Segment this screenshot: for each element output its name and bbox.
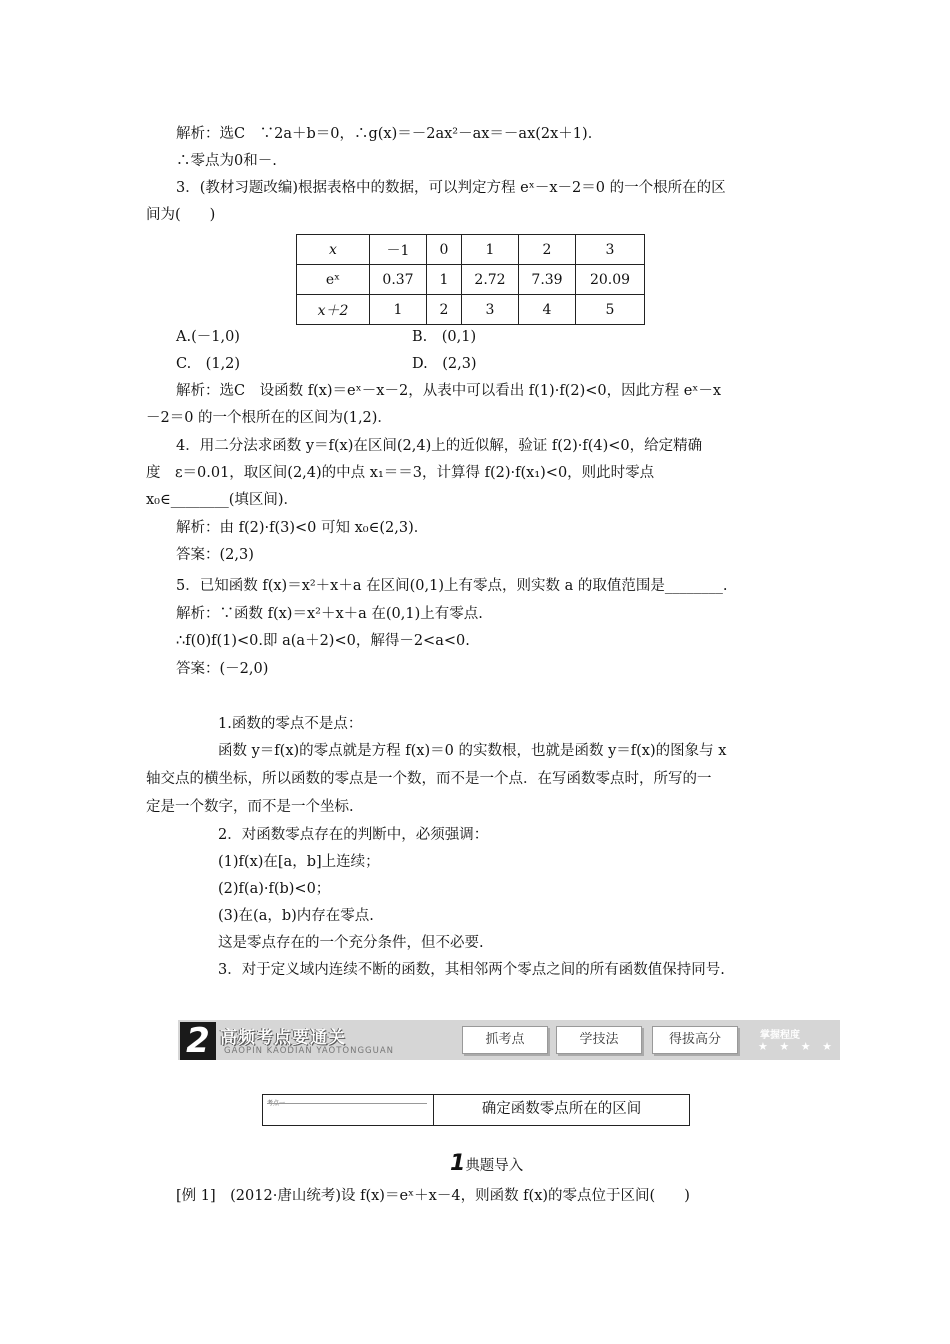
mastery-label: 掌握程度	[760, 1030, 800, 1041]
table-cell: 20.09	[576, 265, 645, 295]
note-1-body-cont: 轴交点的横坐标，所以函数的零点是一个数，而不是一个点．在写函数零点时，所写的一	[146, 771, 712, 787]
banner-number: 2	[180, 1022, 216, 1060]
table-cell: 1	[370, 295, 427, 325]
solution-4: 解析：由 f(2)·f(3)<0 可知 x₀∈(2,3)．	[176, 520, 429, 536]
topic-rule	[267, 1103, 427, 1104]
question-4-blank: x₀∈________(填区间)．	[146, 492, 299, 508]
table-cell: 0	[427, 235, 462, 265]
table-cell: 1	[462, 235, 519, 265]
table-cell: 2	[427, 295, 462, 325]
solution-3-cont: －2＝0 的一个根所在的区间为(1,2)．	[146, 410, 392, 426]
table-row	[297, 295, 645, 325]
table-cell: 3	[462, 295, 519, 325]
option-d: D. (2,3)	[412, 356, 477, 372]
topic-label-cell	[263, 1095, 434, 1125]
note-1-body-end: 定是一个数字，而不是一个坐标.	[146, 799, 354, 815]
question-4-cont: 度 ε＝0.01，取区间(2,4)的中点 x₁＝＝3，计算得 f(2)·f(x₁)<0，则此时零点	[146, 465, 655, 481]
topic-box	[262, 1094, 690, 1126]
table-row	[297, 265, 645, 295]
question-3-cont: 间为( )	[146, 207, 216, 223]
note-2-item-1: (1)f(x)在[a，b]上连续；	[218, 854, 380, 870]
table-cell: 7.39	[519, 265, 576, 295]
answer-4: 答案：(2,3)	[176, 547, 254, 563]
table-cell: 4	[519, 295, 576, 325]
question-5: 5．已知函数 f(x)＝x²＋x＋a 在区间(0,1)上有零点，则实数 a 的取值范围是________.	[176, 578, 728, 594]
table-cell: 5	[576, 295, 645, 325]
option-c: C. (1,2)	[176, 356, 241, 372]
section-number: 1	[450, 1151, 466, 1176]
solution-2-cont: ∴零点为0和－.	[176, 153, 277, 169]
data-table	[296, 234, 645, 325]
topic-title: 确定函数零点所在的区间	[481, 1101, 642, 1117]
banner-title: 高频考点要通关	[220, 1028, 346, 1048]
table-cell: x＋2	[297, 295, 370, 325]
mastery-stars: ★ ★ ★ ★	[758, 1040, 836, 1053]
table-cell: －1	[370, 235, 427, 265]
note-3: 3．对于定义域内连续不断的函数，其相邻两个零点之间的所有函数值保持同号.	[218, 962, 725, 978]
question-3: 3．(教材习题改编)根据表格中的数据，可以判定方程 eˣ－x－2＝0 的一个根所在的区	[176, 180, 726, 196]
option-b: B. (0,1)	[412, 329, 477, 345]
section-banner	[178, 1020, 840, 1060]
table-row	[297, 235, 645, 265]
table-cell: 3	[576, 235, 645, 265]
solution-5: 解析：∵函数 f(x)＝x²＋x＋a 在(0,1)上有零点.	[176, 606, 483, 622]
note-1-body: 函数 y＝f(x)的零点就是方程 f(x)＝0 的实数根，也就是函数 y＝f(x)的图象与 x	[218, 743, 727, 759]
table-cell: x	[297, 235, 370, 265]
example-1: [例 1] (2012·唐山统考)设 f(x)＝eˣ＋x－4，则函数 f(x)的零点位于区间( )	[176, 1188, 690, 1204]
answer-5: 答案：(－2,0)	[176, 661, 269, 677]
solution-2: 解析：选C ∵2a＋b＝0，∴g(x)＝－2ax²－ax＝－ax(2x＋1)．	[176, 126, 603, 142]
table-cell: 0.37	[370, 265, 427, 295]
solution-3: 解析：选C 设函数 f(x)＝eˣ－x－2，从表中可以看出 f(1)·f(2)<0，因此方程 eˣ－x	[176, 383, 722, 399]
banner-pinyin: GAOPIN KAODIAN YAOTONGGUAN	[224, 1046, 395, 1056]
note-2-item-2: (2)f(a)·f(b)<0；	[218, 881, 331, 897]
note-2: 2．对函数零点存在的判断中，必须强调：	[218, 827, 489, 843]
topic-mini-label: 考点一	[267, 1100, 286, 1107]
table-cell: 2.72	[462, 265, 519, 295]
note-1: 1.函数的零点不是点：	[218, 716, 363, 732]
option-a: A.(－1,0)	[176, 329, 240, 345]
high-score-button[interactable]: 得拔高分	[652, 1026, 738, 1054]
question-4: 4．用二分法求函数 y＝f(x)在区间(2,4)上的近似解，验证 f(2)·f(4)<0，给定精确	[176, 438, 703, 454]
table-cell: eˣ	[297, 265, 370, 295]
note-2-summary: 这是零点存在的一个充分条件，但不必要.	[218, 935, 484, 951]
section-heading	[450, 1151, 524, 1176]
table-cell: 1	[427, 265, 462, 295]
solution-5-cont: ∴f(0)f(1)<0.即 a(a＋2)<0，解得－2<a<0.	[176, 633, 470, 649]
note-2-item-3: (3)在(a，b)内存在零点.	[218, 908, 374, 924]
section-label: 典题导入	[465, 1158, 524, 1174]
learn-methods-button[interactable]: 学技法	[556, 1026, 642, 1054]
table-cell: 2	[519, 235, 576, 265]
grasp-points-button[interactable]: 抓考点	[462, 1026, 548, 1054]
